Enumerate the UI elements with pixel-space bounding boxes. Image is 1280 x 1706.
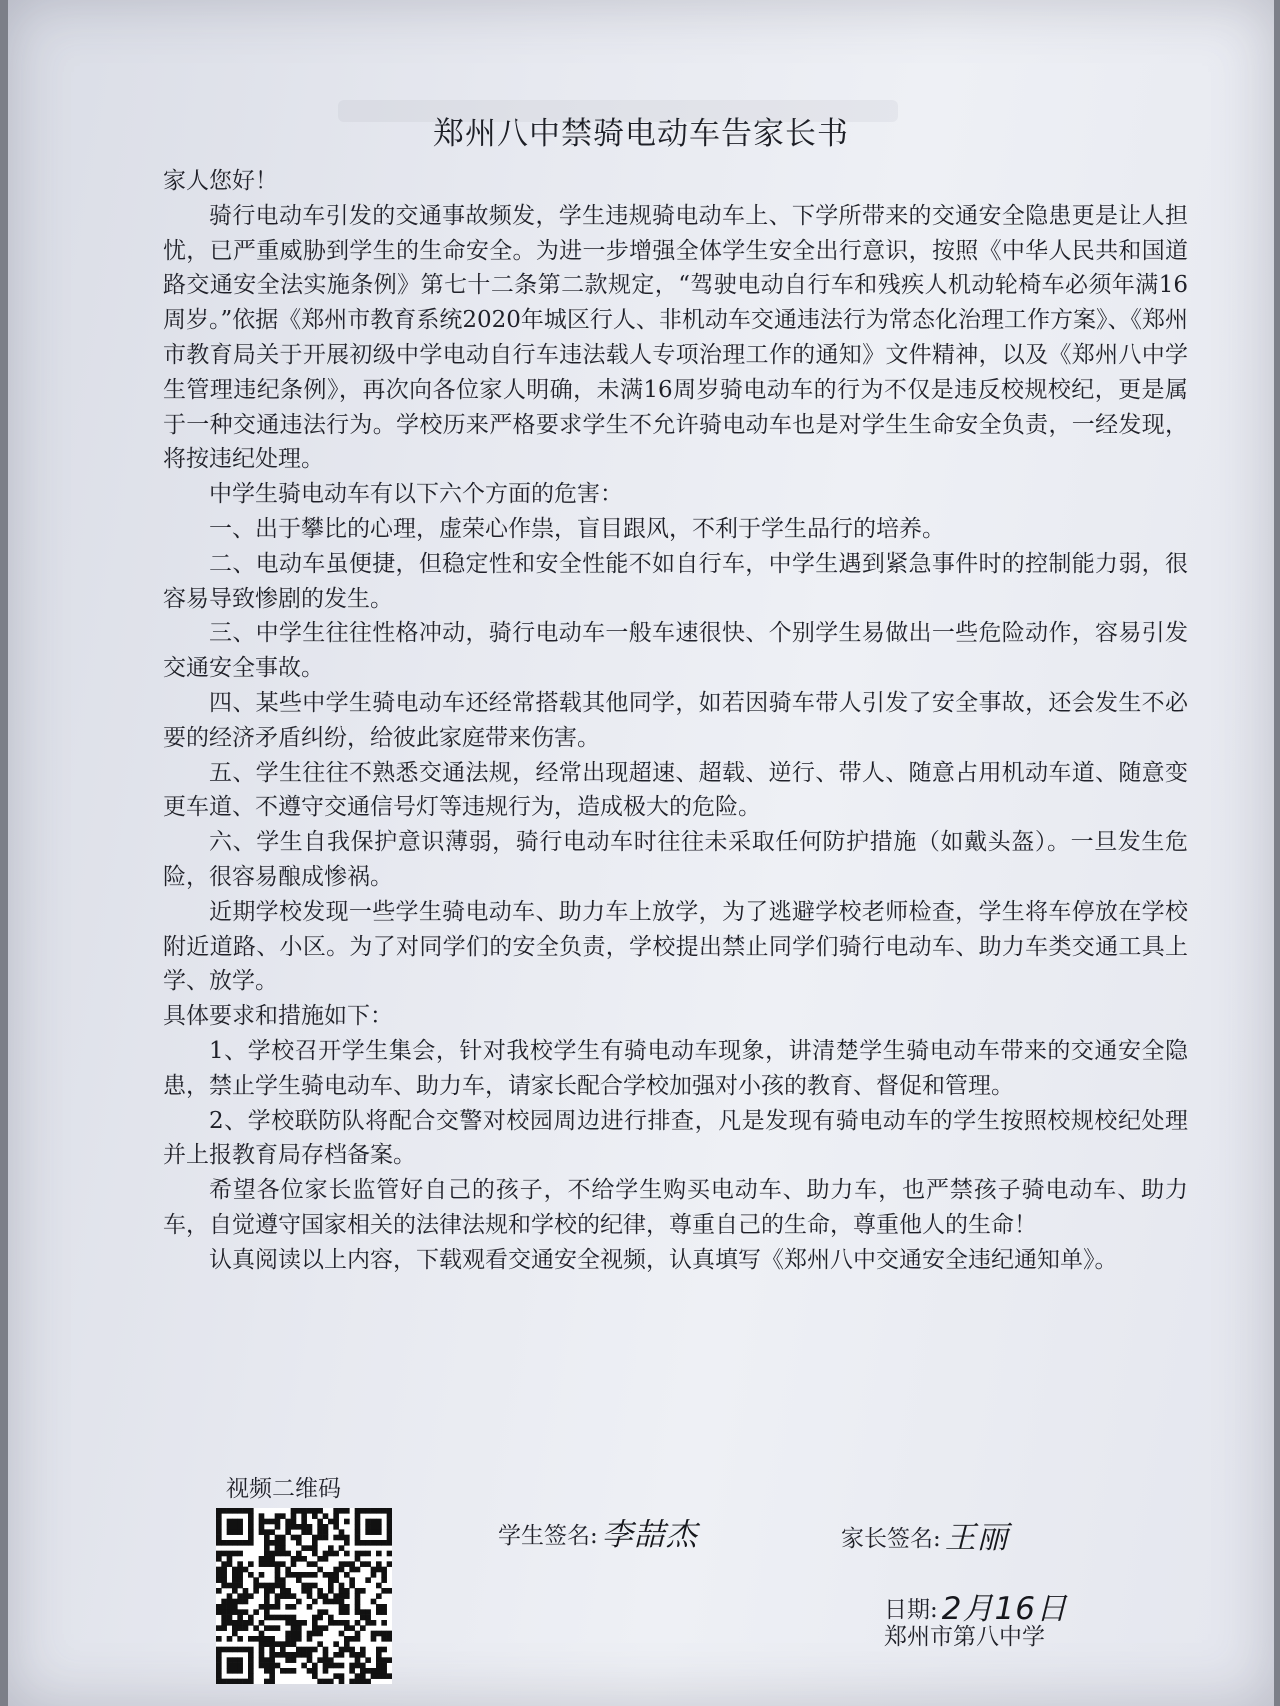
parent-signature-label: 家长签名: xyxy=(841,1526,941,1552)
hazard-item: 五、学生往往不熟悉交通法规，经常出现超速、超载、逆行、带人、随意占用机动车道、随意变更车道、不遵守交通信号灯等违规行为，造成极大的危险。 xyxy=(163,759,1188,821)
school-name: 郑州市第八中学 xyxy=(884,1624,1045,1650)
hazard-item: 四、某些中学生骑电动车还经常搭载其他同学，如若因骑车带人引发了安全事故，还会发生不必要的经济矛盾纠纷，给彼此家庭带来伤害。 xyxy=(163,689,1188,751)
measure-item: 2、学校联防队将配合交警对校园周边进行排查，凡是发现有骑电动车的学生按照校规校纪处理并上报教育局存档备案。 xyxy=(163,1107,1188,1169)
student-signature-value: 李喆杰 xyxy=(601,1517,698,1553)
student-signature-label: 学生签名: xyxy=(498,1523,598,1549)
letter-paper xyxy=(8,0,1274,1706)
body-paragraph: 骑行电动车引发的交通事故频发，学生违规骑电动车上、下学所带来的交通安全隐患更是让人担忧，已严重威胁到学生的生命安全。为进一步增强全体学生安全出行意识，按照《中华人民共和国道路交通安全法实施条例》第七十二条第二款规定，“驾驶电动自行车和残疾人机动轮椅车必须年满16周岁。”依据《郑州市教育系统2020年城区行人、非机动车交通违法行为常态化治理工作方案》、《郑州市教育局关于开展初级中学电动自行车违法载人专项治理工作的通知》文件精神，以及《郑州八中学生管理违纪条例》，再次向各位家人明确，未满16周岁骑电动车的行为不仅是违反校规校纪，更是属于一种交通违法行为。学校历来严格要求学生不允许骑电动车也是对学生生命安全负责，一经发现，将按违纪处理。 xyxy=(163,202,1188,473)
body-paragraph: 近期学校发现一些学生骑电动车、助力车上放学，为了逃避学校老师检查，学生将车停放在学校附近道路、小区。为了对同学们的安全负责，学校提出禁止同学们骑行电动车、助力车类交通工具上学、放学。 xyxy=(163,898,1188,995)
closing-paragraph: 希望各位家长监管好自己的孩子，不给学生购买电动车、助力车，也严禁孩子骑电动车、助力车，自觉遵守国家相关的法律法规和学校的纪律，尊重自己的生命，尊重他人的生命！ xyxy=(163,1177,1188,1238)
video-qr-code[interactable] xyxy=(216,1508,392,1684)
student-signature xyxy=(498,1507,698,1552)
qr-code-icon xyxy=(216,1508,392,1684)
letter-body xyxy=(163,164,1188,1278)
page-title: 郑州八中禁骑电动车告家长书 xyxy=(433,116,849,152)
date-value: 2月16日 xyxy=(941,1591,1068,1627)
measure-item: 1、学校召开学生集会，针对我校学生有骑电动车现象，讲清楚学生骑电动车带来的交通安全隐患，禁止学生骑电动车、助力车，请家长配合学校加强对小孩的教育、督促和管理。 xyxy=(163,1037,1188,1099)
hazard-item: 二、电动车虽便捷，但稳定性和安全性能不如自行车，中学生遇到紧急事件时的控制能力弱，很容易导致惨剧的发生。 xyxy=(163,550,1188,612)
hazard-item: 六、学生自我保护意识薄弱，骑行电动车时往往未采取任何防护措施（如戴头盔）。一旦发生危险，很容易酿成惨祸。 xyxy=(163,829,1188,890)
parent-signature-value: 王丽 xyxy=(944,1520,1009,1556)
hazard-item: 三、中学生往往性格冲动，骑行电动车一般车速很快、个别学生易做出一些危险动作，容易引发交通安全事故。 xyxy=(163,620,1188,682)
closing-paragraph: 认真阅读以上内容，下载观看交通安全视频，认真填写《郑州八中交通安全违纪通知单》。 xyxy=(209,1246,1118,1273)
body-paragraph: 中学生骑电动车有以下六个方面的危害： xyxy=(209,481,623,508)
hazard-item: 一、出于攀比的心理，虚荣心作祟，盲目跟风，不利于学生品行的培养。 xyxy=(209,515,945,542)
measures-heading: 具体要求和措施如下： xyxy=(163,1003,393,1030)
qr-label: 视频二维码 xyxy=(226,1476,341,1502)
salutation: 家人您好！ xyxy=(163,168,278,194)
date-label: 日期: xyxy=(884,1597,938,1623)
parent-signature xyxy=(841,1510,1009,1555)
